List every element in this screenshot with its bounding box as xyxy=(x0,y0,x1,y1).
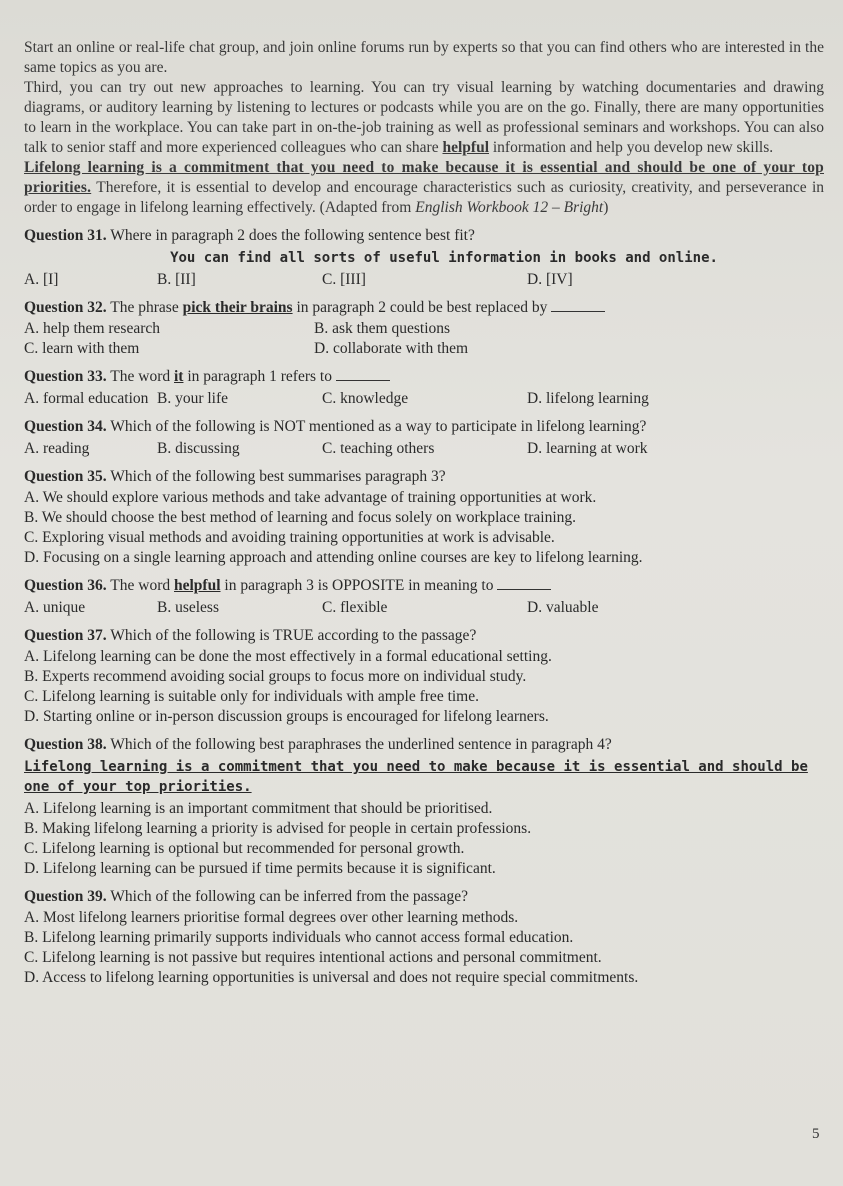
option-c[interactable]: C. knowledge xyxy=(322,390,409,407)
option-a[interactable]: A. Lifelong learning is an important commitment that should be prioritised. xyxy=(24,800,493,817)
options xyxy=(24,908,824,988)
option-d[interactable]: D. [IV] xyxy=(527,271,573,288)
question-35 xyxy=(24,467,824,568)
question-text: Question 35. Which of the following best summarises paragraph 3? xyxy=(24,468,446,485)
question-text: Question 39. Which of the following can be inferred from the passage? xyxy=(24,888,468,905)
option-c[interactable]: C. Exploring visual methods and avoiding training opportunities at work is advisable. xyxy=(24,529,555,546)
question-text: Question 32. The phrase pick their brains in paragraph 2 could be best replaced by xyxy=(24,298,824,318)
option-d[interactable]: D. Access to lifelong learning opportunities is universal and does not require special commitments. xyxy=(24,969,639,986)
question-33 xyxy=(24,367,824,409)
question-31 xyxy=(24,226,824,290)
options xyxy=(24,319,824,359)
question-text: Question 37. Which of the following is TRUE according to the passage? xyxy=(24,627,477,644)
question-36 xyxy=(24,576,824,618)
question-37 xyxy=(24,626,824,727)
passage-text: Third, you can try out new approaches to learning. You can try visual learning by watching documentaries and drawing diagrams, or auditory learning by listening to lectures or podcasts while you are on the go. Finally, there are many opportunities to learn in the workplace. You can take part in on-the-job training as well as professional seminars and workshops. You can also talk to senior staff and more experienced colleagues who can share xyxy=(24,79,824,156)
question-text: Question 36. The word helpful in paragraph 3 is OPPOSITE in meaning to xyxy=(24,576,824,596)
option-c[interactable]: C. [III] xyxy=(322,271,366,288)
question-38 xyxy=(24,735,824,879)
option-b[interactable]: B. ask them questions xyxy=(314,320,451,337)
option-b[interactable]: B. your life xyxy=(157,390,229,407)
option-a[interactable]: A. reading xyxy=(24,440,90,457)
question-34 xyxy=(24,417,824,459)
option-a[interactable]: A. [I] xyxy=(24,271,59,288)
options xyxy=(24,647,824,727)
option-a[interactable]: A. formal education xyxy=(24,390,149,407)
passage-text: Therefore, it is essential to develop and encourage characteristics such as curiosity, creativity, and perseverance in order to engage in lifelong learning effectively. (Adapted from xyxy=(24,179,824,216)
option-d[interactable]: D. Lifelong learning can be pursued if time permits because it is significant. xyxy=(24,860,496,877)
options xyxy=(24,389,824,409)
option-a[interactable]: A. We should explore various methods and take advantage of training opportunities at work. xyxy=(24,489,597,506)
option-b[interactable]: B. discussing xyxy=(157,440,240,457)
answer-blank[interactable] xyxy=(497,577,551,590)
question-39 xyxy=(24,887,824,988)
passage-paragraph-2-end xyxy=(24,38,824,78)
answer-blank[interactable] xyxy=(551,299,605,312)
options xyxy=(24,439,824,459)
option-c[interactable]: C. Lifelong learning is suitable only for individuals with ample free time. xyxy=(24,688,479,705)
option-b[interactable]: B. Lifelong learning primarily supports individuals who cannot access formal education. xyxy=(24,929,574,946)
option-b[interactable]: B. Experts recommend avoiding social groups to focus more on individual study. xyxy=(24,668,527,685)
option-c[interactable]: C. flexible xyxy=(322,599,388,616)
answer-blank[interactable] xyxy=(336,368,390,381)
options xyxy=(24,488,824,568)
option-a[interactable]: A. unique xyxy=(24,599,86,616)
option-d[interactable]: D. Focusing on a single learning approach and attending online courses are key to lifelong learning. xyxy=(24,549,643,566)
worksheet-content xyxy=(24,38,824,988)
option-b[interactable]: B. Making lifelong learning a priority is advised for people in certain professions. xyxy=(24,820,532,837)
word-helpful: helpful xyxy=(442,139,489,156)
insert-sentence: You can find all sorts of useful information in books and online. xyxy=(170,250,718,266)
page-number: 5 xyxy=(812,1126,820,1142)
passage-text: information and help you develop new skills. xyxy=(489,139,774,156)
question-text: Question 34. Which of the following is NOT mentioned as a way to participate in lifelong learning? xyxy=(24,418,647,435)
option-a[interactable]: A. Most lifelong learners prioritise formal degrees over other learning methods. xyxy=(24,909,519,926)
options xyxy=(24,270,824,290)
option-b[interactable]: B. We should choose the best method of learning and focus solely on workplace training. xyxy=(24,509,577,526)
option-d[interactable]: D. lifelong learning xyxy=(527,390,649,407)
option-a[interactable]: A. help them research xyxy=(24,320,160,337)
underlined-sentence: Lifelong learning is a commitment that you need to make because it is essential and should be one of your top priorities. xyxy=(24,759,808,795)
options xyxy=(24,598,824,618)
option-b[interactable]: B. [II] xyxy=(157,271,196,288)
option-d[interactable]: D. collaborate with them xyxy=(314,340,469,357)
option-d[interactable]: D. valuable xyxy=(527,599,599,616)
underlined-sentence: Lifelong learning is a commitment that you need to make because it is essential and should be one of your top priorities. xyxy=(24,159,824,196)
option-b[interactable]: B. useless xyxy=(157,599,219,616)
options xyxy=(24,799,824,879)
passage-source: English Workbook 12 – Bright xyxy=(415,199,604,216)
option-d[interactable]: D. Starting online or in-person discussion groups is encouraged for lifelong learners. xyxy=(24,708,549,725)
option-d[interactable]: D. learning at work xyxy=(527,440,648,457)
passage-text: ) xyxy=(603,199,609,216)
passage-paragraph-4 xyxy=(24,158,824,218)
passage-line: Start an online or real-life chat group, and join online forums run by experts so that you can find others who are interested in the same topics as you are. xyxy=(24,39,824,76)
question-text: Question 38. Which of the following best paraphrases the underlined sentence in paragraph 4? xyxy=(24,736,612,753)
option-c[interactable]: C. Lifelong learning is optional but recommended for personal growth. xyxy=(24,840,465,857)
question-text: Question 33. The word it in paragraph 1 refers to xyxy=(24,367,824,387)
option-c[interactable]: C. teaching others xyxy=(322,440,435,457)
passage-paragraph-3 xyxy=(24,78,824,158)
option-c[interactable]: C. learn with them xyxy=(24,340,140,357)
option-a[interactable]: A. Lifelong learning can be done the most effectively in a formal educational setting. xyxy=(24,648,552,665)
option-c[interactable]: C. Lifelong learning is not passive but requires intentional actions and personal commitment. xyxy=(24,949,602,966)
question-text: Question 31. Where in paragraph 2 does the following sentence best fit? xyxy=(24,227,475,244)
question-32 xyxy=(24,298,824,359)
